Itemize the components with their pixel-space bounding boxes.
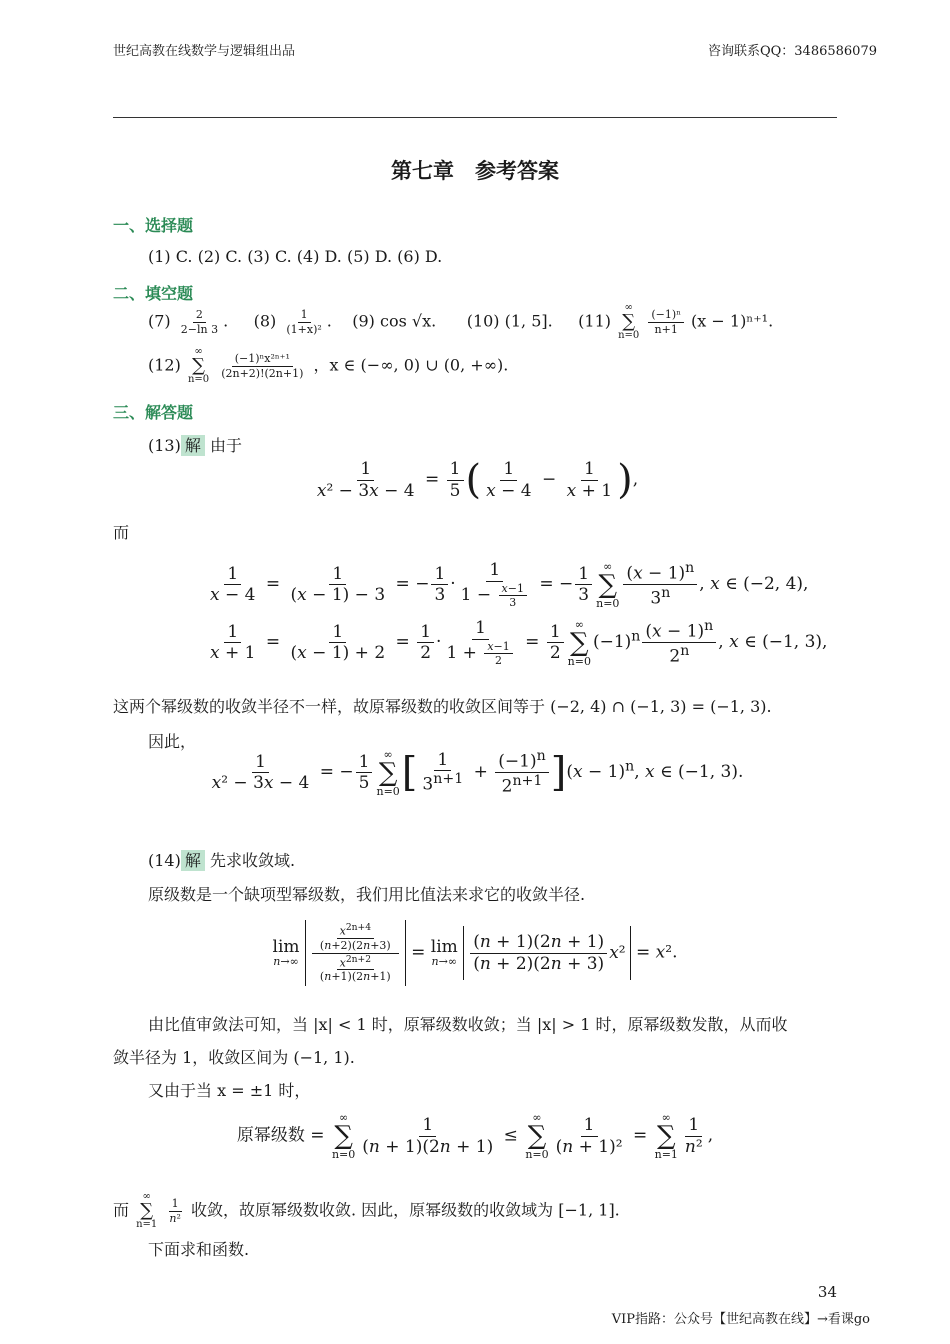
- q7-label: (7): [148, 311, 171, 331]
- q13-intro: 由于: [209, 436, 242, 455]
- page-title: 第七章 参考答案: [391, 159, 559, 183]
- q8-label: (8): [253, 311, 277, 331]
- choice-answers: (1) C. (2) C. (3) C. (4) D. (5) D. (6) D.: [148, 247, 443, 266]
- header-right: 咨询联系QQ：3486586079: [707, 44, 877, 59]
- q13-heading: [148, 433, 242, 456]
- header-rule: [113, 117, 837, 118]
- q14-label: (14): [148, 851, 181, 870]
- section-fill: 二、填空题: [113, 284, 194, 303]
- section-solve: 三、解答题: [113, 403, 194, 422]
- q10: (10) (1, 5].: [466, 311, 553, 331]
- q12-sum: ∞ ∑ n=0: [187, 346, 210, 385]
- q11-den: n+1: [654, 322, 678, 336]
- fill-row-1: (7) $\frac{2}{2-\ln 3}$ . (8) $\frac{1}{\text{(1+x)²}}$ . (9) cos √x. (10) (1, 5]. (11) ∞ ∑ n=0 $\frac{\text{(−1)ⁿ}}{n+1}$ (x − 1)ⁿ⁺¹.: [148, 302, 774, 341]
- q14-p5: 下面求和函数.: [148, 1240, 250, 1259]
- q7-den: 2−ln 3: [180, 322, 219, 336]
- fill-row-2: [148, 347, 508, 385]
- q9: (9) cos √x.: [352, 311, 437, 331]
- q12-num: (−1)ⁿx²ⁿ⁺¹: [232, 352, 293, 366]
- q12-tail: ，x ∈ (−∞, 0) ∪ (0, +∞).: [313, 355, 509, 375]
- q14-p2b: 敛半径为 1，收敛区间为 (−1, 1).: [113, 1048, 355, 1067]
- q12-fraction: [218, 352, 306, 379]
- page-number: 34: [817, 1283, 837, 1301]
- q14-heading: [148, 848, 295, 871]
- q14-p4-lead: 而: [113, 1200, 130, 1220]
- q14-eq-compare: 原幂级数 = ∞ ∑ n=0 $\frac{1}{(n + 1)(2n + 1)}$ ≤ ∞ ∑ n=0 $\frac{1}{\text{(n + 1)²}}$ = ∞ ∑ n=1 $\frac{1}{\text{n²}}$ ,: [236, 1111, 714, 1161]
- q8-num: 1: [298, 308, 311, 322]
- q11-tail: (x − 1)ⁿ⁺¹.: [691, 311, 774, 331]
- section-choice: 一、选择题: [113, 216, 194, 235]
- q14-eq-ratio: lim n→∞ $\frac{\frac{x^{2n+4}}{(n+2)(2n+3)}}{\frac{x^{2n+2}}{(n+1)(2n+1)}}$ = lim n→∞ $\frac{(n + 1)(2n + 1)}{(n + 2)(2n + 3)}$ x ² = x².: [0, 920, 950, 986]
- q7-num: 2: [193, 308, 206, 322]
- q13-eq-partial-fractions: $\frac{1}{\text{x² − 3x − 4}}$ = $\frac{1}{5}$ ( $\frac{1}{x - 4}$ − $\frac{1}{x + 1}$ ),: [316, 457, 639, 503]
- q13-label: (13): [148, 436, 181, 455]
- q14-p2a: 由比值审敛法可知，当 |x| < 1 时，原幂级数收敛；当 |x| > 1 时，原幂级数发散，从而收: [148, 1015, 788, 1034]
- q13-therefore: 因此，: [148, 732, 197, 751]
- q14-intro: 先求收敛域.: [209, 851, 296, 870]
- solution-badge: 解: [181, 850, 205, 871]
- footer-note: VIP指路：公众号【世纪高教在线】→看课go: [611, 1312, 870, 1327]
- q13-conclusion: 这两个幂级数的收敛半径不一样，故原幂级数的收敛区间等于 (−2, 4) ∩ (−1, 3) = (−1, 3).: [113, 697, 772, 716]
- q13-eq-expansion-2: $\frac{1}{x + 1}$ = $\frac{1}{(x - 1) + 2}$ = $\frac{1}{2}$ · 1 1 + $\frac{x-1}{2}$ = $\frac{1}{2}$ ∞ ∑ n=0 $(-1)^n$ $\frac{(x - 1)^n}{2^n}$ , x ∈ (−1, 3),: [210, 617, 828, 668]
- q14-eq-lead: 原幂级数: [236, 1125, 305, 1146]
- q14-p4: 而 ∞ ∑ n=1 $\frac{1}{\text{n²}}$ 收敛，故原幂级数收敛. 因此，原幂级数的收敛域为 [−1, 1].: [113, 1191, 620, 1230]
- q13-and: 而: [113, 523, 130, 542]
- q7-fraction: [178, 308, 221, 335]
- q11-num: (−1)ⁿ: [648, 308, 684, 322]
- q14-p1: 原级数是一个缺项型幂级数，我们用比值法来求它的收敛半径.: [148, 885, 586, 904]
- q13-eq-expansion-1: $\frac{1}{x - 4}$ = $\frac{1}{(x - 1) - 3}$ = − $\frac{1}{3}$ · 1 1 − $\frac{x-1}{3}$ = − $\frac{1}{3}$ ∞ ∑ n=0 $\frac{(x - 1)^n}{3^n}$ , x ∈ (−2, 4),: [210, 559, 809, 610]
- q14-p3: 又由于当 x = ±1 时，: [148, 1081, 311, 1100]
- q8-den: (1+x)²: [286, 322, 322, 336]
- q11-label: (11): [578, 311, 612, 331]
- solution-badge: 解: [181, 435, 205, 456]
- q11-sum: ∞ ∑ n=0: [618, 302, 640, 341]
- q11-fraction: [648, 308, 684, 335]
- q12-label: (12): [148, 355, 181, 375]
- q8-fraction: [283, 308, 324, 335]
- header-left: 世纪高教在线数学与逻辑组出品: [113, 44, 296, 59]
- q13-eq-result: $\frac{1}{\text{x² − 3x − 4}}$ = − $\frac{1}{5}$ ∞ ∑ n=0 [ $\frac{1}{3^{n+1}}$ + $\frac{(-1)^n}{2^{n+1}}$ ]$(x - 1)^n$, x ∈ (−1, 3).: [211, 747, 744, 798]
- q12-den: (2n+2)!(2n+1): [221, 366, 304, 380]
- q14-p4-tail: 收敛，故原幂级数收敛. 因此，原幂级数的收敛域为 [−1, 1].: [191, 1200, 620, 1220]
